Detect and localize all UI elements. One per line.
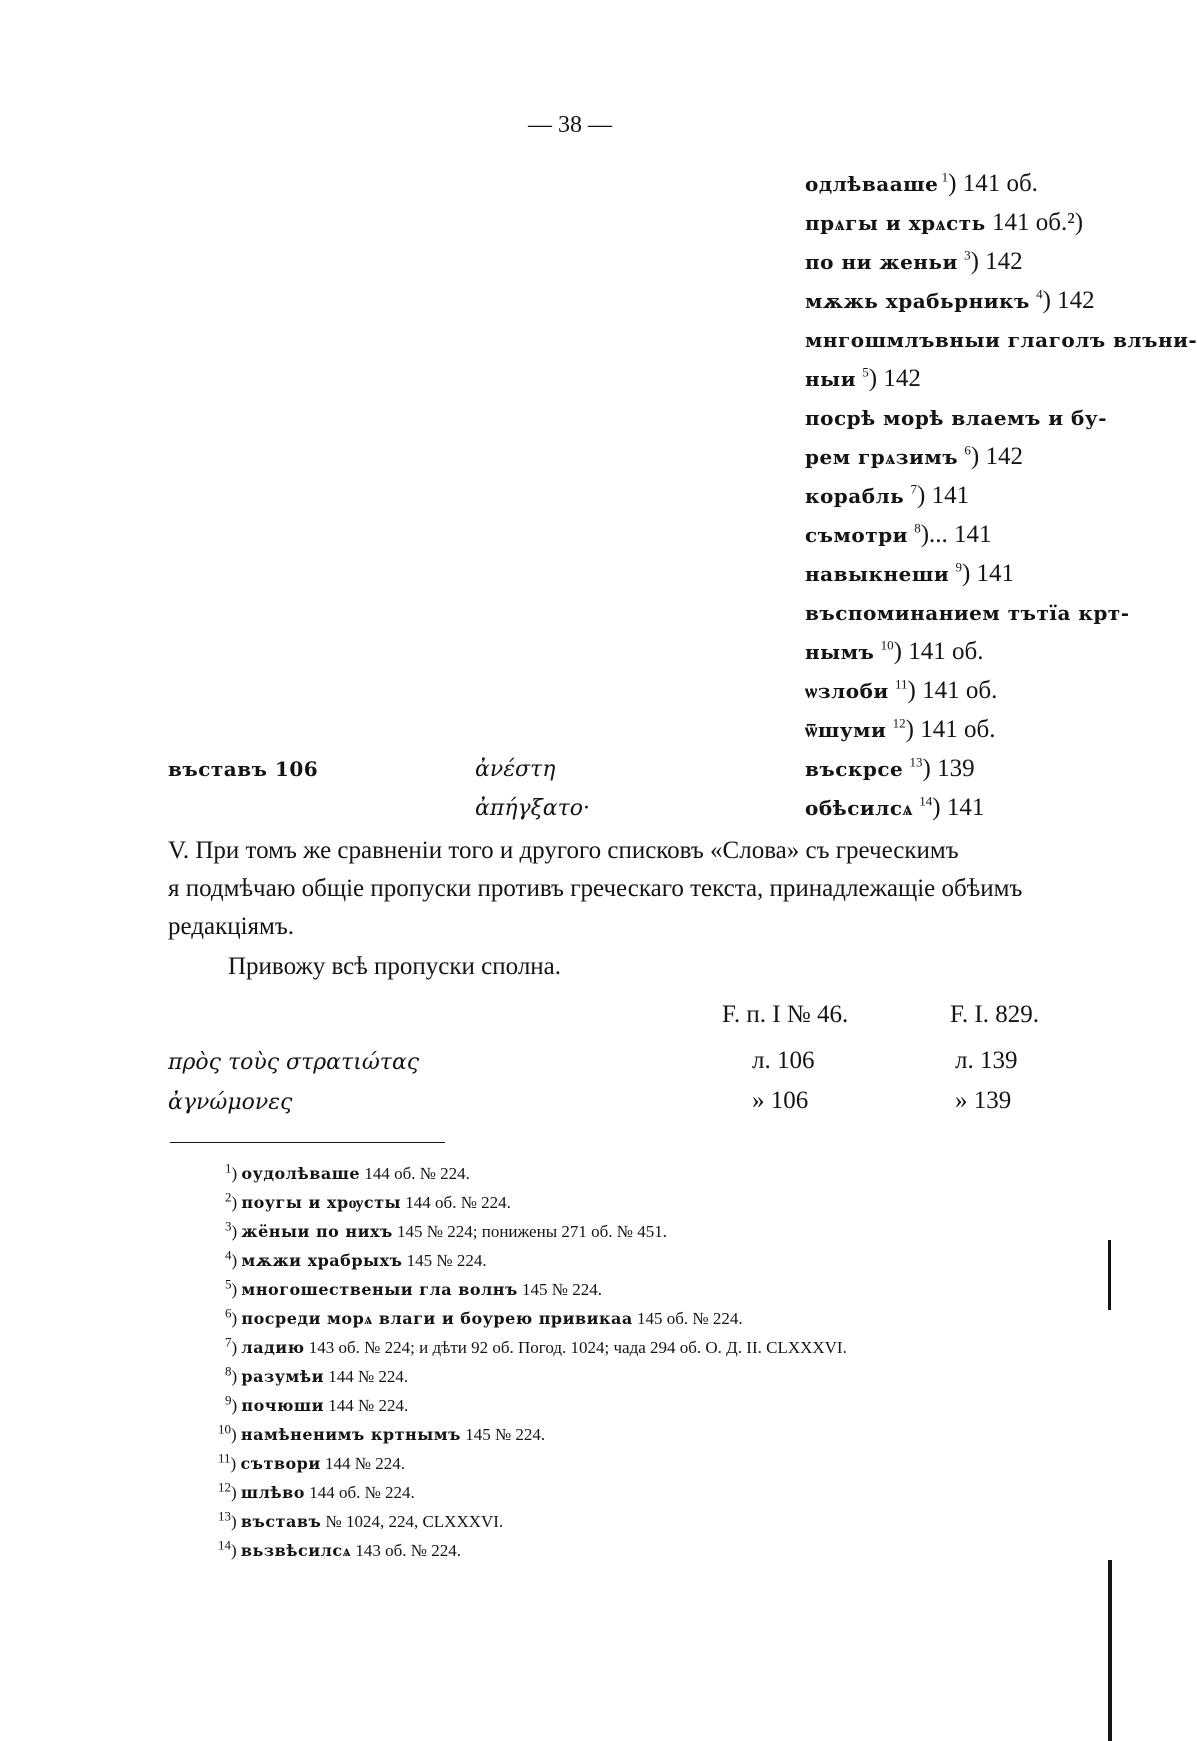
footnote: $^{12}$) шлѣво 144 об. № 224. xyxy=(218,1479,415,1502)
reading-line: по ни женьи $^3$) 142 xyxy=(805,247,1023,275)
paragraph-line: я подмѣчаю общіе пропуски противъ греческаго текста, принадлежащіе обѣимъ xyxy=(168,875,1023,902)
reading-line: мѫжь храбьрникъ $^4$) 142 xyxy=(805,286,1095,314)
reading-line: обѣсилсѧ $^{14}$) 141 xyxy=(805,793,985,821)
paragraph-line: V. При томъ же сравненіи того и другого списковъ «Слова» съ греческимъ xyxy=(168,837,959,864)
scan-edge-mark xyxy=(1108,1560,1112,1741)
reading-line: ныи $^5$) 142 xyxy=(805,364,921,392)
page-number: — 38 — xyxy=(528,112,612,138)
reading-line: ѿшуми $^{12}$) 141 об. xyxy=(805,715,996,743)
footnote: $^8$) разумѣи 144 № 224. xyxy=(225,1363,409,1386)
reading-line: корабль $^7$) 141 xyxy=(805,481,970,509)
table-cell: л. 106 xyxy=(752,1047,815,1074)
reading-line: навыкнеши $^9$) 141 xyxy=(805,559,1015,587)
reading-line: ѡзлоби $^{11}$) 141 об. xyxy=(805,676,998,704)
footnote: $^4$) мѫжи храбрыхъ 145 № 224. xyxy=(225,1247,487,1270)
table-cell: » 139 xyxy=(955,1087,1012,1114)
reading-line: прѧгы и хрѧсть 141 об.²) xyxy=(805,209,1084,236)
footnote: $^{11}$) сътвори 144 № 224. xyxy=(218,1450,405,1473)
footnote: $^1$) оудолѣваше 144 об. № 224. xyxy=(225,1160,470,1183)
reading-line: нымъ $^{10}$) 141 об. xyxy=(805,637,984,665)
footnote: $^9$) почюши 144 № 224. xyxy=(225,1392,409,1415)
reading-line: мнгошмлъвныи глаголъ влъни- xyxy=(805,328,1197,352)
footnote: $^5$) многошественыи гла волнъ 145 № 224. xyxy=(225,1276,603,1299)
table-header: F. п. I № 46. xyxy=(722,1001,849,1028)
footnote-rule xyxy=(170,1142,445,1143)
reading-line: въспоминанием тътїа крт- xyxy=(805,601,1130,625)
footnote: $^3$) жёныи по нихъ 145 № 224; понижены 271 об. № 451. xyxy=(225,1218,667,1241)
reading-line: съмотри $^8$)... 141 xyxy=(805,520,992,548)
greek-word: ἀπήγξατο· xyxy=(475,796,591,821)
table-cell: л. 139 xyxy=(955,1047,1018,1074)
footnote: $^7$) ладию 143 об. № 224; и дѣти 92 об. Погод. 1024; чада 294 об. О. Д. II. CLXXXVI. xyxy=(225,1334,847,1357)
left-note: въставъ 106 xyxy=(168,757,319,781)
table-cell-greek: ἀγνώμονες xyxy=(168,1090,293,1115)
paragraph-line: Привожу всѣ пропуски сполна. xyxy=(228,953,562,980)
reading-line: въскрсе $^{13}$) 139 xyxy=(805,754,975,782)
table-cell: » 106 xyxy=(752,1087,809,1114)
scan-edge-mark xyxy=(1108,1240,1111,1310)
footnote: $^{14}$) вьзвѣсилсѧ 143 об. № 224. xyxy=(218,1537,461,1560)
reading-line: рем грѧзимъ $^6$) 142 xyxy=(805,442,1023,470)
reading-line: посрѣ морѣ влаемъ и бу- xyxy=(805,406,1107,430)
footnote: $^{13}$) въставъ № 1024, 224, CLXXXVI. xyxy=(218,1508,504,1531)
footnote: $^2$) поугы и хрѹсты 144 об. № 224. xyxy=(225,1189,511,1212)
paragraph-line: редакціямъ. xyxy=(168,913,295,940)
reading-line: одлѣвааше $^1$) 141 об. xyxy=(805,169,1038,197)
table-cell-greek: πρὸς τοὺς στρατιώτας xyxy=(168,1050,420,1075)
table-header: F. I. 829. xyxy=(950,1001,1039,1028)
greek-word: ἀνέστη xyxy=(475,757,556,782)
footnote: $^{10}$) намѣненимъ кртнымъ 145 № 224. xyxy=(218,1421,546,1444)
footnote: $^6$) посреди морѧ влаги и боурею привикаа 145 об. № 224. xyxy=(225,1305,743,1328)
